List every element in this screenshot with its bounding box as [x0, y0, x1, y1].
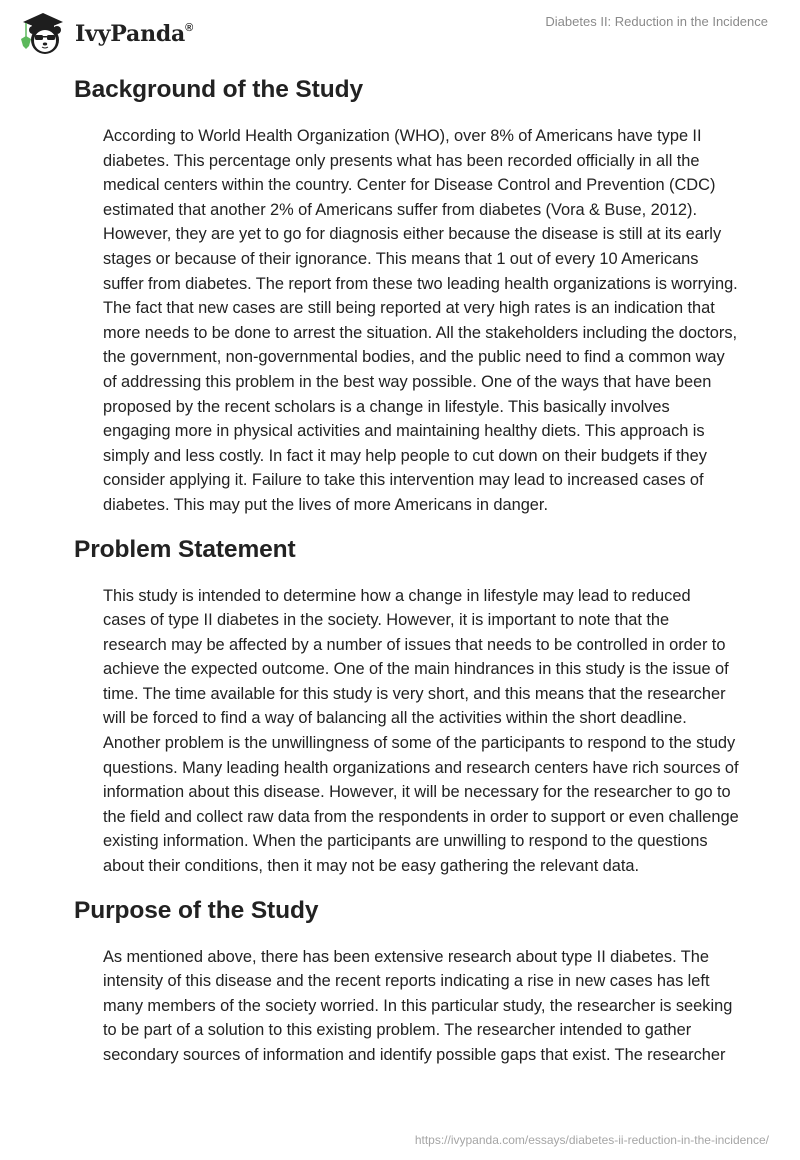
section-paragraph: As mentioned above, there has been extensive research about type II diabetes. The intensity of this disease and the recent reports indicating a rise in new cases has left many members of the society worried. In this particular study, the researcher is seeking to be part of a solution to this existing problem. The researcher intended to gather secondary sources of information and identify possible gaps that exist. The researcher: [103, 947, 733, 1064]
section-heading: Problem Statement: [74, 535, 296, 563]
essay-content: [74, 70, 754, 1068]
section-purpose: [74, 893, 754, 1068]
source-url-link[interactable]: https://ivypanda.com/essays/diabetes-ii-reduction-in-the-incidence/: [414, 1133, 769, 1147]
document-title: Diabetes II: Reduction in the Incidence: [545, 14, 768, 29]
section-background: [74, 72, 754, 518]
logo-brand-text: IvyPanda®: [75, 21, 194, 47]
section-problem-statement: [74, 532, 754, 879]
section-heading: Background of the Study: [74, 76, 363, 103]
section-paragraph: This study is intended to determine how a change in lifestyle may lead to reduced cases of type II diabetes in the society. However, it is important to note that the research may be affected by a number of issues that needs to be controlled in order to achieve the expected outcome. One of the main hindrances in this study is the issue of time. The time available for this study is very short, and this means that the researcher will be forced to find a way of balancing all the activities within the short deadline. Another problem is the unwillingness of some of the participants to respond to the study questions. Many leading health organizations and research centers have rich sources of information about this disease. However, it will be necessary for the researcher to go to the field and collect raw data from the respondents in order to support or even challenge existing information. When the participants are unwilling to respond to the questions about their conditions, then it may not be easy gathering the relevant data.: [103, 586, 739, 876]
panda-graduate-logo-icon: [17, 8, 69, 56]
ivypanda-logo[interactable]: [17, 8, 193, 56]
page-header: [0, 0, 800, 62]
section-heading: Purpose of the Study: [74, 896, 319, 924]
section-paragraph: According to World Health Organization (WHO), over 8% of Americans have type II diabetes. This percentage only presents what has been recorded officially in all the medical centers within the country. Center for Disease Control and Prevention (CDC) estimated that another 2% of Americans suffer from diabetes (Vora & Buse, 2012). However, they are yet to go for diagnosis either because the disease is still at its early stages or because of their ignorance. This means that 1 out of every 10 Americans suffer from diabetes. The report from these two leading health organizations is worrying. The fact that new cases are still being reported at very high rates is an indication that more needs to be done to arrest the situation. All the stakeholders including the doctors, the government, non-governmental bodies, and the public need to find a common way of addressing this problem in the best way possible. One of the ways that have been proposed by the recent scholars is a change in lifestyle. This basically involves engaging more in physical activities and maintaining healthy diets. This approach is simply and less costly. In fact it may help people to cut down on their budgets if they consider applying it. Failure to take this intervention may lead to increased cases of diabetes. This may put the lives of more Americans in danger.: [103, 127, 738, 514]
